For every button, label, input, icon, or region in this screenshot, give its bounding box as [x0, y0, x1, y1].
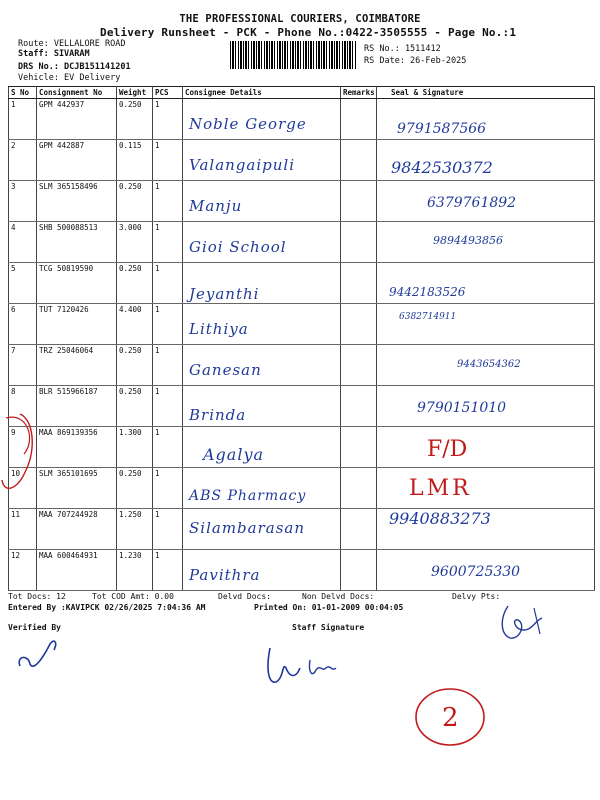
row-consignee-cell: [183, 181, 341, 222]
row-consignee-cell: [183, 99, 341, 140]
seal-handwriting: 9791587566: [397, 121, 487, 137]
row-pcs: 1: [153, 99, 183, 140]
corner-signature: [494, 600, 554, 644]
consignee-handwriting: Brinda: [189, 406, 247, 424]
col-header-consignee: Consignee Details: [183, 87, 341, 99]
row-weight: 3.000: [117, 222, 153, 263]
row-pcs: 1: [153, 181, 183, 222]
consignee-handwriting: Jeyanthi: [189, 285, 260, 303]
table-row: [9, 222, 595, 263]
table-row: [9, 140, 595, 181]
seal-handwriting: 9894493856: [433, 234, 503, 247]
row-sno: 8: [9, 386, 37, 427]
row-remarks: [341, 263, 377, 304]
seal-handwriting: LMR: [409, 476, 472, 501]
consignee-handwriting: Agalya: [203, 445, 265, 464]
runsheet-subtitle: Delivery Runsheet - PCK - Phone No.:0422-3505555 - Page No.:1: [100, 26, 517, 39]
row-consignment-no: SLM 365158496: [37, 181, 117, 222]
row-weight: 0.250: [117, 345, 153, 386]
row-pcs: 1: [153, 386, 183, 427]
row-seal-cell: [377, 509, 595, 550]
non-delivered-docs: Non Delvd Docs:: [302, 592, 375, 601]
row-seal-cell: [377, 99, 595, 140]
row-consignee-cell: [183, 427, 341, 468]
row-consignment-no: MAA 869139356: [37, 427, 117, 468]
row-sno: 10: [9, 468, 37, 509]
row-remarks: [341, 550, 377, 591]
seal-handwriting: 9443654362: [457, 359, 521, 370]
verified-by-label: Verified By: [8, 623, 61, 632]
staff-signature: [262, 638, 362, 692]
seal-handwriting: 9600725330: [431, 564, 521, 580]
row-weight: 1.230: [117, 550, 153, 591]
row-seal-cell: [377, 427, 595, 468]
row-remarks: [341, 222, 377, 263]
delivery-table: [8, 86, 595, 591]
row-seal-cell: [377, 386, 595, 427]
consignee-handwriting: Noble George: [189, 115, 307, 133]
row-weight: 0.250: [117, 386, 153, 427]
row-pcs: 1: [153, 468, 183, 509]
table-row: [9, 386, 595, 427]
row-sno: 4: [9, 222, 37, 263]
seal-handwriting: 6382714911: [399, 312, 457, 322]
table-row: [9, 304, 595, 345]
consignee-handwriting: Lithiya: [189, 320, 249, 338]
table-row: [9, 181, 595, 222]
row-pcs: 1: [153, 222, 183, 263]
col-header-consignment: Consignment No: [37, 87, 117, 99]
drs-number: DRS No.: DCJB151141201: [18, 62, 131, 72]
row-consignment-no: TCG 50819590: [37, 263, 117, 304]
col-header-seal: Seal & Signature: [377, 87, 595, 99]
row-seal-cell: [377, 263, 595, 304]
row-consignee-cell: [183, 222, 341, 263]
row-consignment-no: TRZ 25046064: [37, 345, 117, 386]
col-header-weight: Weight: [117, 87, 153, 99]
row-consignment-no: SLM 365101695: [37, 468, 117, 509]
row-seal-cell: [377, 304, 595, 345]
row-seal-cell: [377, 550, 595, 591]
table-row: [9, 345, 595, 386]
row-weight: 0.250: [117, 263, 153, 304]
row-pcs: 1: [153, 263, 183, 304]
row-weight: 4.400: [117, 304, 153, 345]
row-sno: 5: [9, 263, 37, 304]
consignee-handwriting: Valangaipuli: [189, 156, 295, 174]
row-seal-cell: [377, 345, 595, 386]
seal-handwriting: 9842530372: [391, 158, 493, 177]
verifier-signature: [14, 636, 74, 676]
row-weight: 0.250: [117, 181, 153, 222]
staff-label: Staff: SIVARAM: [18, 49, 90, 59]
row-sno: 3: [9, 181, 37, 222]
consignee-handwriting: Pavithra: [189, 566, 261, 584]
vehicle-label: Vehicle: EV Delivery: [18, 73, 121, 83]
row-remarks: [341, 181, 377, 222]
seal-handwriting: 9940883273: [389, 509, 491, 528]
row-consignment-no: SHB 500088513: [37, 222, 117, 263]
seal-handwriting: 9442183526: [389, 285, 466, 299]
table-row: [9, 99, 595, 140]
table-header-row: [9, 87, 595, 99]
total-cod-amount: Tot COD Amt: 0.00: [92, 592, 174, 601]
row-seal-cell: [377, 222, 595, 263]
row-remarks: [341, 386, 377, 427]
delivered-docs: Delvd Docs:: [218, 592, 271, 601]
col-header-pcs: PCS: [153, 87, 183, 99]
row-sno: 12: [9, 550, 37, 591]
row-weight: 0.250: [117, 468, 153, 509]
row-remarks: [341, 304, 377, 345]
seal-handwriting: F/D: [427, 437, 468, 462]
printed-on: Printed On: 01-01-2009 00:04:05: [254, 603, 404, 612]
row-consignment-no: BLR 515966187: [37, 386, 117, 427]
row-pcs: 1: [153, 304, 183, 345]
row-consignee-cell: [183, 386, 341, 427]
row-pcs: 1: [153, 140, 183, 181]
entered-by: Entered By :KAVIPCK 02/26/2025 7:04:36 AM: [8, 603, 206, 612]
row-pcs: 1: [153, 509, 183, 550]
row-consignee-cell: [183, 140, 341, 181]
consignee-handwriting: Ganesan: [189, 361, 262, 379]
row-pcs: 1: [153, 427, 183, 468]
red-circle-mark: [0, 410, 40, 500]
consignee-handwriting: Manju: [189, 197, 243, 215]
row-consignee-cell: [183, 304, 341, 345]
row-sno: 1: [9, 99, 37, 140]
row-consignee-cell: [183, 509, 341, 550]
col-header-remarks: Remarks: [341, 87, 377, 99]
row-seal-cell: [377, 140, 595, 181]
row-pcs: 1: [153, 550, 183, 591]
seal-handwriting: 6379761892: [427, 195, 517, 211]
row-seal-cell: [377, 468, 595, 509]
table-row: [9, 263, 595, 304]
row-consignment-no: MAA 707244928: [37, 509, 117, 550]
row-consignee-cell: [183, 345, 341, 386]
row-remarks: [341, 427, 377, 468]
row-consignment-no: GPM 442937: [37, 99, 117, 140]
row-consignment-no: GPM 442887: [37, 140, 117, 181]
row-sno: 7: [9, 345, 37, 386]
row-sno: 6: [9, 304, 37, 345]
row-remarks: [341, 509, 377, 550]
row-weight: 1.250: [117, 509, 153, 550]
route-label: Route: VELLALORE ROAD: [18, 39, 126, 49]
row-sno: 11: [9, 509, 37, 550]
row-remarks: [341, 345, 377, 386]
row-sno: 9: [9, 427, 37, 468]
delivery-points: Delvy Pts:: [452, 592, 501, 601]
row-weight: 1.300: [117, 427, 153, 468]
table-row: [9, 550, 595, 591]
table-row: [9, 468, 595, 509]
row-consignment-no: TUT 7120426: [37, 304, 117, 345]
barcode-image: [230, 41, 356, 69]
staff-signature-label: Staff Signature: [292, 623, 365, 632]
row-weight: 0.115: [117, 140, 153, 181]
row-remarks: [341, 140, 377, 181]
col-header-sno: S No: [9, 87, 37, 99]
rs-date: RS Date: 26-Feb-2025: [364, 56, 467, 66]
row-pcs: 1: [153, 345, 183, 386]
rs-number: RS No.: 1511412: [364, 44, 441, 54]
row-consignee-cell: [183, 263, 341, 304]
consignee-handwriting: ABS Pharmacy: [189, 488, 307, 504]
row-remarks: [341, 468, 377, 509]
row-seal-cell: [377, 181, 595, 222]
row-sno: 2: [9, 140, 37, 181]
row-consignee-cell: [183, 468, 341, 509]
company-title: THE PROFESSIONAL COURIERS, COIMBATORE: [179, 13, 421, 25]
row-weight: 0.250: [117, 99, 153, 140]
consignee-handwriting: Silambarasan: [189, 519, 305, 537]
circled-number-text: 2: [442, 703, 459, 733]
row-consignee-cell: [183, 550, 341, 591]
row-consignment-no: MAA 600464931: [37, 550, 117, 591]
table-row: [9, 509, 595, 550]
red-circled-number: [412, 684, 492, 750]
consignee-handwriting: Gioi School: [189, 238, 287, 256]
seal-handwriting: 9790151010: [417, 400, 507, 416]
total-docs: Tot Docs: 12: [8, 592, 66, 601]
table-row: [9, 427, 595, 468]
row-remarks: [341, 99, 377, 140]
